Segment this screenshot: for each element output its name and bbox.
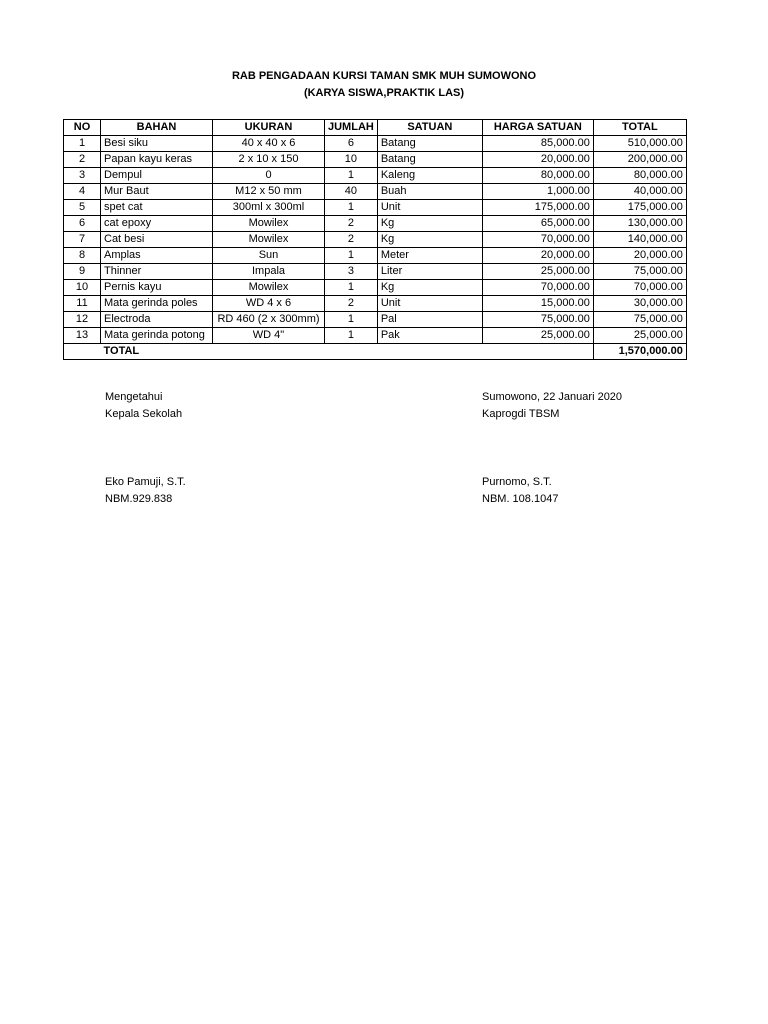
cell-total: 130,000.00: [593, 216, 686, 232]
cell-jumlah: 10: [325, 152, 378, 168]
cell-ukuran: WD 4": [213, 328, 325, 344]
cell-jumlah: 1: [325, 328, 378, 344]
table-row: [64, 168, 687, 184]
cell-harga-satuan: 85,000.00: [482, 136, 593, 152]
cell-ukuran: Sun: [213, 248, 325, 264]
cell-total: 25,000.00: [593, 328, 686, 344]
cell-satuan: Buah: [377, 184, 482, 200]
cell-no: 10: [64, 280, 101, 296]
cell-harga-satuan: 175,000.00: [482, 200, 593, 216]
document-title: RAB PENGADAAN KURSI TAMAN SMK MUH SUMOWONO: [231, 70, 537, 82]
sig-left-line2: Kepala Sekolah: [105, 408, 183, 420]
table-row: [64, 200, 687, 216]
cell-total: 20,000.00: [593, 248, 686, 264]
table-row: [64, 216, 687, 232]
header-bahan: BAHAN: [101, 120, 213, 136]
table-header-row: [64, 120, 687, 136]
cell-jumlah: 6: [325, 136, 378, 152]
header-satuan: SATUAN: [377, 120, 482, 136]
cell-total: 70,000.00: [593, 280, 686, 296]
total-row-spacer: [64, 344, 101, 360]
header-no: NO: [64, 120, 101, 136]
cell-satuan: Meter: [377, 248, 482, 264]
header-jumlah: JUMLAH: [325, 120, 378, 136]
cell-jumlah: 2: [325, 216, 378, 232]
cell-no: 5: [64, 200, 101, 216]
cell-total: 510,000.00: [593, 136, 686, 152]
cell-bahan: Mata gerinda poles: [101, 296, 213, 312]
cell-no: 3: [64, 168, 101, 184]
cell-no: 13: [64, 328, 101, 344]
table-row: [64, 264, 687, 280]
cell-total: 175,000.00: [593, 200, 686, 216]
cell-jumlah: 1: [325, 280, 378, 296]
cell-harga-satuan: 15,000.00: [482, 296, 593, 312]
table-row: [64, 280, 687, 296]
cell-ukuran: Mowilex: [213, 232, 325, 248]
table-row: [64, 184, 687, 200]
cell-total: 40,000.00: [593, 184, 686, 200]
cell-satuan: Pal: [377, 312, 482, 328]
cell-jumlah: 1: [325, 312, 378, 328]
cell-satuan: Batang: [377, 136, 482, 152]
sig-right-id: NBM. 108.1047: [482, 493, 559, 505]
table-row: [64, 136, 687, 152]
cell-bahan: Mata gerinda potong: [101, 328, 213, 344]
cell-bahan: Cat besi: [101, 232, 213, 248]
cell-ukuran: RD 460 (2 x 300mm): [213, 312, 325, 328]
cell-no: 6: [64, 216, 101, 232]
header-ukuran: UKURAN: [213, 120, 325, 136]
cell-total: 75,000.00: [593, 264, 686, 280]
table-row: [64, 232, 687, 248]
cell-jumlah: 1: [325, 248, 378, 264]
cell-ukuran: Impala: [213, 264, 325, 280]
total-row: [64, 344, 687, 360]
cell-bahan: Amplas: [101, 248, 213, 264]
cell-bahan: Dempul: [101, 168, 213, 184]
cell-bahan: cat epoxy: [101, 216, 213, 232]
cell-ukuran: WD 4 x 6: [213, 296, 325, 312]
cell-ukuran: Mowilex: [213, 280, 325, 296]
cell-total: 30,000.00: [593, 296, 686, 312]
total-row-blank: [213, 344, 594, 360]
cell-satuan: Kg: [377, 216, 482, 232]
cell-total: 75,000.00: [593, 312, 686, 328]
cell-no: 1: [64, 136, 101, 152]
cell-bahan: Papan kayu keras: [101, 152, 213, 168]
sig-right-name: Purnomo, S.T.: [482, 476, 552, 488]
cell-ukuran: 40 x 40 x 6: [213, 136, 325, 152]
cell-bahan: Electroda: [101, 312, 213, 328]
cell-ukuran: Mowilex: [213, 216, 325, 232]
document-subtitle: (KARYA SISWA,PRAKTIK LAS): [303, 87, 465, 99]
cell-total: 140,000.00: [593, 232, 686, 248]
cell-jumlah: 1: [325, 200, 378, 216]
cell-harga-satuan: 25,000.00: [482, 328, 593, 344]
cell-ukuran: M12 x 50 mm: [213, 184, 325, 200]
cell-no: 8: [64, 248, 101, 264]
sig-left-line1: Mengetahui: [105, 391, 163, 403]
cell-harga-satuan: 80,000.00: [482, 168, 593, 184]
cell-satuan: Liter: [377, 264, 482, 280]
cell-harga-satuan: 25,000.00: [482, 264, 593, 280]
cell-total: 200,000.00: [593, 152, 686, 168]
cell-no: 9: [64, 264, 101, 280]
cell-bahan: Pernis kayu: [101, 280, 213, 296]
cell-jumlah: 2: [325, 232, 378, 248]
cell-satuan: Batang: [377, 152, 482, 168]
cell-satuan: Kg: [377, 280, 482, 296]
cell-harga-satuan: 70,000.00: [482, 280, 593, 296]
cell-no: 4: [64, 184, 101, 200]
table-row: [64, 312, 687, 328]
cell-harga-satuan: 70,000.00: [482, 232, 593, 248]
cell-harga-satuan: 75,000.00: [482, 312, 593, 328]
sig-right-line2: Kaprogdi TBSM: [482, 408, 560, 420]
cell-jumlah: 40: [325, 184, 378, 200]
cell-jumlah: 3: [325, 264, 378, 280]
cell-harga-satuan: 1,000.00: [482, 184, 593, 200]
cell-satuan: Kg: [377, 232, 482, 248]
grand-total: 1,570,000.00: [593, 344, 686, 360]
total-label: TOTAL: [101, 344, 213, 360]
rab-table: [63, 119, 687, 360]
table-row: [64, 248, 687, 264]
cell-ukuran: 2 x 10 x 150: [213, 152, 325, 168]
cell-bahan: spet cat: [101, 200, 213, 216]
table-row: [64, 152, 687, 168]
cell-no: 12: [64, 312, 101, 328]
cell-satuan: Pak: [377, 328, 482, 344]
cell-harga-satuan: 20,000.00: [482, 152, 593, 168]
cell-no: 7: [64, 232, 101, 248]
cell-ukuran: 300ml x 300ml: [213, 200, 325, 216]
cell-bahan: Thinner: [101, 264, 213, 280]
cell-total: 80,000.00: [593, 168, 686, 184]
cell-no: 2: [64, 152, 101, 168]
header-total: TOTAL: [593, 120, 686, 136]
cell-satuan: Unit: [377, 296, 482, 312]
cell-harga-satuan: 65,000.00: [482, 216, 593, 232]
sig-left-name: Eko Pamuji, S.T.: [105, 476, 186, 488]
cell-no: 11: [64, 296, 101, 312]
sig-right-line1: Sumowono, 22 Januari 2020: [482, 391, 623, 403]
cell-jumlah: 1: [325, 168, 378, 184]
cell-satuan: Kaleng: [377, 168, 482, 184]
table-row: [64, 296, 687, 312]
table-row: [64, 328, 687, 344]
sig-left-id: NBM.929.838: [105, 493, 173, 505]
cell-bahan: Besi siku: [101, 136, 213, 152]
header-harga-satuan: HARGA SATUAN: [482, 120, 593, 136]
cell-jumlah: 2: [325, 296, 378, 312]
cell-satuan: Unit: [377, 200, 482, 216]
cell-bahan: Mur Baut: [101, 184, 213, 200]
cell-harga-satuan: 20,000.00: [482, 248, 593, 264]
cell-ukuran: 0: [213, 168, 325, 184]
